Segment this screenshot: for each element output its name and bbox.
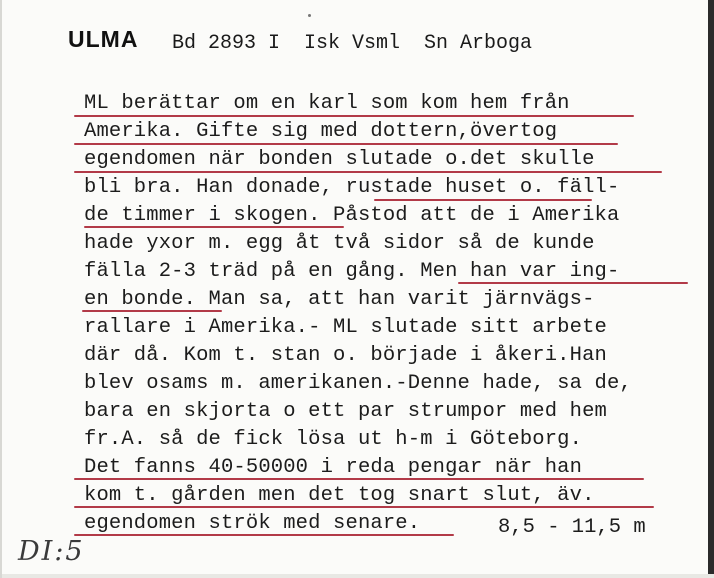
text-line: egendomen strök med senare. [84,512,421,535]
card-measurement: 8,5 - 11,5 m [498,516,646,539]
text-line: de timmer i skogen. Påstod att de i Amerika [84,204,620,227]
text-line: kom t. gården men det tog snart slut, äv. [84,484,595,507]
text-line: bara en skjorta o ett par strumpor med hem [84,400,607,423]
text-line: Amerika. Gifte sig med dottern,övertog [84,120,558,143]
text-line: ML berättar om en karl som kom hem från [84,92,570,115]
text-line: hade yxor m. egg åt två sidor så de kunde [84,232,595,255]
text-line: där då. Kom t. stan o. började i åkeri.Han [84,344,607,367]
text-line: fälla 2-3 träd på en gång. Men han var ing- [84,260,620,283]
text-line: en bonde. Man sa, att han varit järnvägs- [84,288,595,311]
text-line: blev osams m. amerikanen.-Denne hade, sa de, [84,372,632,395]
record-reference: Bd 2893 I Isk Vsml Sn Arboga [172,32,533,55]
underline-mark [74,171,662,173]
underline-mark [374,199,592,201]
speck-mark [308,14,311,17]
text-line: Det fanns 40-50000 i reda pengar när han [84,456,583,479]
underline-mark [74,143,618,145]
text-line: rallare i Amerika.- ML slutade sitt arbete [84,316,607,339]
archive-name: ULMA [68,26,139,52]
text-line: fr.A. så de fick lösa ut h-m i Göteborg. [84,428,583,451]
card-bottom-edge [2,574,714,578]
text-line: egendomen när bonden slutade o.det skulle [84,148,595,171]
handwritten-signature: DI:5 [18,536,85,567]
text-line: bli bra. Han donade, rustade huset o. fäll- [84,176,620,199]
underline-mark [74,115,634,117]
